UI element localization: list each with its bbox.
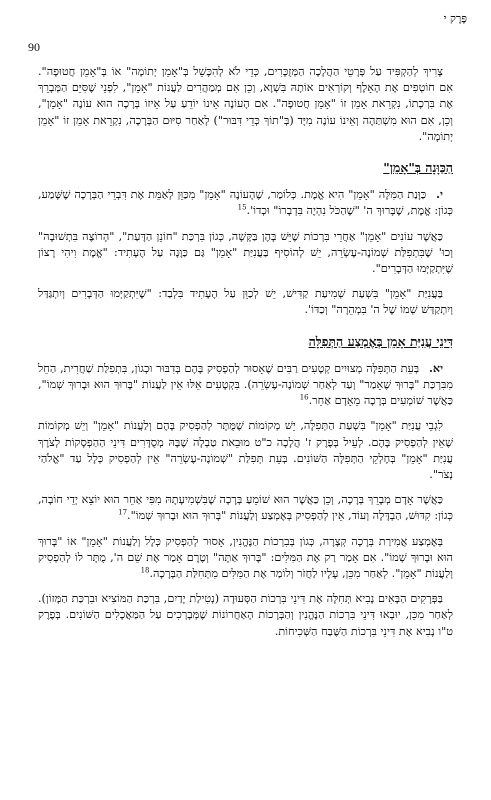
paragraph-text: בַּפְּרָקִים הַבָּאִים נָבִיא תְּחִלָּה אֶת דִּינֵי בִּרְכוֹת הַסְּעוּדָה (נְטִילַת יָדַיִם, בִּרְכַּת הַמּוֹצִיא וּבִרְכַּת הַמָּזוֹן). לְאַחַר מִכֵּן, יוּבְאוּ דִּינֵי בִּרְכוֹת הַנֶּהֱנִין וְהַבְּרָכוֹת הָאַחֲרוֹנוֹת שֶׁמְּבָרְכִים עַל הַמַּאֲכָלִים הַשּׁוֹנִים. בְּפֶרֶק ט"ו נָבִיא אֶת דִּינֵי בִּרְכוֹת הַשֶּׁבַח הַשְּׁכִיחוֹת. <box>38 592 453 638</box>
paragraph <box>38 64 453 145</box>
page-number: 90 <box>28 40 40 54</box>
paragraph <box>38 492 453 524</box>
footnote-ref[interactable]: 15 <box>237 203 247 212</box>
paragraph-text: לִגְבֵי עֲנִיַּת "אָמֵן" בִּשְׁעַת הַתְּפִלָּה, יֵשׁ מְקוֹמוֹת שֶׁמֻּתָּר לְהַפְסִיק בָּהֶם וְלַעֲנוֹת "אָמֵן" וְיֵשׁ מְקוֹמוֹת שֶׁאֵין לְהַפְסִיק בָּהֶם. לְעֵיל בְּפֶרֶק ז' הֲלָכָה כ"ט מוּבֵאת טַבְלָה שֶׁבָּהּ מְסֻדָּרִים דִּינֵי הַהַפְסָקוֹת לְצֹרֶךְ עֲנִיַּת "אָמֵן" בְּחֶלְקֵי הַתְּפִלָּה הַשּׁוֹנִים. בְּעֵת תְּפִלַּת "שְׁמוֹנֶה-עֶשְׂרֵה" אֵין לְהַפְסִיק כְּלָל עַד "אֱלֹהַי נְצֹר". <box>38 419 453 482</box>
paragraph-text: בַּעֲנִיַּת "אָמֵן" בִּשְׁעַת שְׁמִיעַת קַדִּישׁ, יֵשׁ לְכַוֵּן עַל הֶעָתִיד בִּלְבַד: "שֶׁיִּתְקַיְּמוּ הַדְּבָרִים וְיִתְגַּדַּל וְיִתְקַדַּשׁ שְׁמוֹ שֶׁל ה' בִּמְהֵרָה" וְכַדּוֹ'. <box>38 287 453 317</box>
paragraph-text: בְּעֵת הַתְּפִלָּה מְצוּיִים קְטָעִים רַבִּים שֶׁאָסוּר לְהַפְסִיק בָּהֶם בְּדִבּוּר וּכְגוֹן, בִּתְפִלַּת שַׁחֲרִית, הַחֵל מִבִּרְכַּת "בָּרוּךְ שֶׁאָמַר" וְעַד לְאַחַר שְׁמוֹנֶה-עֶשְׂרֵה). בִּקְטָעִים אֵלּוּ אֵין לַעֲנוֹת "בָּרוּךְ הוּא וּבָרוּךְ שְׁמוֹ", כַּאֲשֶׁר שׁוֹמְעִים בְּרָכָה מֵאָדָם אַחֵר. <box>38 361 453 408</box>
chapter-label: פֶּרֶק י <box>443 12 467 25</box>
paragraph-text: בְּאֶמְצַע אֲמִירַת בְּרָכָה קְצָרָה, כְּגוֹן בְּבִרְכוֹת הַנֶּהֱנִין, אָסוּר לְהַפְסִיק כְּלָל וְלַעֲנוֹת "אָמֵן" אוֹ "בָּרוּךְ הוּא וּבָרוּךְ שְׁמוֹ". אִם אָמַר רַק אֶת הַמִּלִּים: "בָּרוּךְ אַתָּה" וְטֶרֶם אָמַר אֶת שֵׁם ה', מֻתָּר לוֹ לְהַפְסִיק וְלַעֲנוֹת "אָמֵן". לְאַחַר מִכֵּן, עָלָיו לַחֲזֹר וְלוֹמַר אֶת הַמִּלִּים מִתְּחִלַּת הַבְּרָכָה. <box>38 534 453 581</box>
footnote-ref[interactable]: 16 <box>299 393 309 402</box>
paragraph-text: כַּאֲשֶׁר עוֹנִים "אָמֵן" אַחֲרֵי בִּרְכוֹת שֶׁיֵּשׁ בָּהֶן בַּקָּשָׁה, כְּגוֹן בִּרְכַּת "חוֹנֵן הַדָּעַת", "הָרוֹצֶה בִּתְשׁוּבָה" וְכוּ' שֶׁבִּתְפִלַּת שְׁמוֹנֶה-עֶשְׂרֵה, יֵשׁ לְהוֹסִיף בַּעֲנִיַּת "אָמֵן" גַּם כַּוָּנָה עַל הֶעָתִיד: "אֱמֶת וִיהִי רָצוֹן שֶׁיִּתְקַיְּמוּ הַדְּבָרִים". <box>38 229 453 276</box>
footnote-ref[interactable]: 18 <box>140 566 150 575</box>
halacha-number: י. <box>436 187 443 202</box>
paragraph <box>38 534 453 583</box>
footnote-ref[interactable]: 17 <box>118 508 128 517</box>
paragraph <box>38 591 453 640</box>
paragraph-text: כַּאֲשֶׁר אָדָם מְבָרֵךְ בְּרָכָה, וְכֵן כַּאֲשֶׁר הוּא שׁוֹמֵעַ בְּרָכָה שֶׁבִּשְׁמִיעָתָהּ מִפִּי אַחֵר הוּא יוֹצֵא יְדֵי חוֹבָה, כְּגוֹן: קִדּוּשׁ, הַבְדָּלָה וְעוֹד, אֵין לְהַפְסִיק בְּאֶמְצַע וְלַעֲנוֹת "בָּרוּךְ הוּא וּבָרוּךְ שְׁמוֹ". <box>38 493 453 523</box>
paragraph-text: צָרִיךְ לְהַקְפִּיד עַל פְּרָטֵי הַהֲלָכָה הַמְּזֻכָּרִים, כְּדֵי לֹא לְהִכָּשֵׁל בְּ"אָמֵן יְתוֹמָה" אוֹ בְּ"אָמֵן חֲטוּפָה". אִם חוֹטְפִים אֶת הָאָלֶף וְקוֹרְאִים אוֹתָהּ בִּשְׁוָא, וְכֵן אִם מְמַהֲרִים לַעֲנוֹת "אָמֵן", לִפְנֵי שֶׁסִּיֵּם הַמְּבָרֵךְ אֶת בִּרְכָתוֹ, נִקְרֵאת אָמֵן זוֹ "אָמֵן חֲטוּפָה". אִם הָעוֹנֶה אֵינוֹ יוֹדֵעַ עַל אֵיזוֹ בְּרָכָה הוּא עוֹנֶה "אָמֵן", וְכֵן, אִם הוּא מִשְׁתַּהֶה וְאֵינוֹ עוֹנֶה מִיָּד (בְּ"תוֹךְ כְּדֵי דִּבּוּר") לְאַחַר סִיּוּם הַבְּרָכָה, נִקְרֵאת אָמֵן זוֹ "אָמֵן יְתוֹמָה". <box>38 65 453 143</box>
paragraph <box>38 229 453 278</box>
section-title: דִּינֵי עֲנִיַּת אָמֵן בְּאֶמְצַע הַתְּפִלָּה <box>308 333 453 349</box>
page-content <box>38 64 453 649</box>
paragraph-text: כַּוָּנַת הַמִּלָּה "אָמֵן" הִיא אֱמֶת. כְּלוֹמַר, שֶׁהָעוֹנֶה "אָמֵן" מִכַּוֵּן לְאַמֵּת אֶת דִּבְרֵי הַבְּרָכָה שֶׁשָּׁמַע, כְּגוֹן: אֱמֶת, שֶׁבָּרוּךְ ה' "שֶׁהַכֹּל נִהְיֶה בִּדְבָרוֹ" וּכְדוֹ'. <box>38 188 453 218</box>
paragraph <box>38 286 453 318</box>
paragraph <box>38 186 453 219</box>
paragraph <box>38 418 453 483</box>
halacha-number: יא. <box>428 360 443 375</box>
page-header <box>28 6 467 54</box>
section-title: הַכַּוָּנָה בְּ"אָמֵן" <box>383 160 453 176</box>
paragraph <box>38 360 453 410</box>
